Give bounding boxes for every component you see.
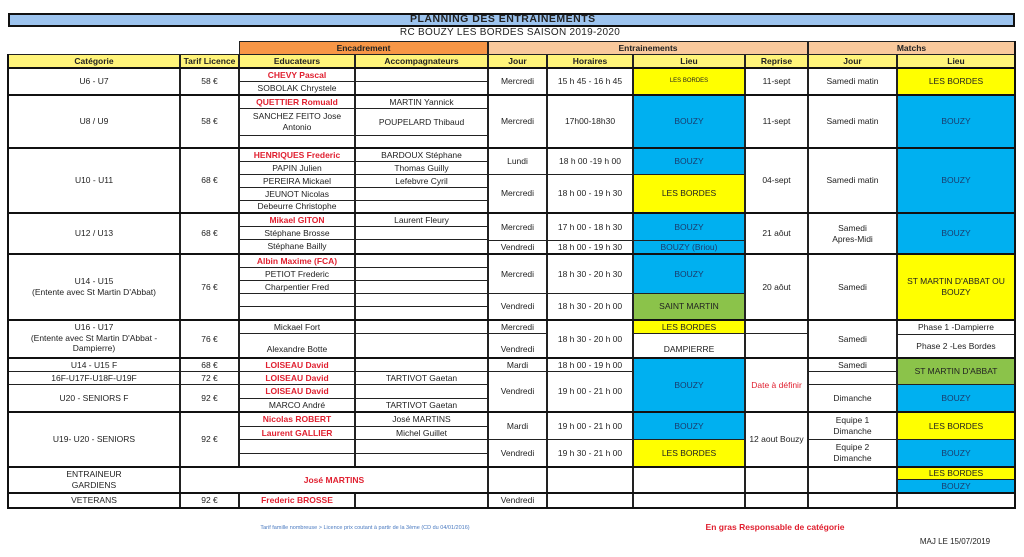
cell-lieu (633, 493, 745, 508)
cell-reprise: 11-sept (745, 95, 808, 148)
cell-match-lieu: BOUZY (897, 479, 1015, 493)
table-bottom (8, 507, 1016, 509)
cell-match-jour (808, 371, 897, 385)
cell-accompagnateur: Michel Guillet (355, 426, 488, 440)
cell-reprise: 21 aôut (745, 213, 808, 254)
cell-categorie: U14 - U15 F (8, 358, 180, 372)
cell-horaires: 18 h 00 -19 h 00 (547, 148, 633, 175)
cell-match-jour: Equipe 2 Dimanche (808, 439, 897, 467)
cell-jour: Mercredi (488, 320, 547, 334)
footer-updated: MAJ LE 15/07/2019 (919, 537, 991, 546)
cell-match-lieu: LES BORDES (897, 412, 1015, 440)
cell-match-jour (808, 467, 897, 493)
cell-lieu (633, 467, 745, 493)
row-divider (8, 67, 1015, 69)
page-subtitle: RC BOUZY LES BORDES SAISON 2019-2020 (399, 27, 621, 39)
cell-jour: Vendredi (488, 493, 547, 508)
cell-match-jour (808, 493, 897, 508)
cell-horaires (547, 493, 633, 508)
cell-educateur: Frederic BROSSE (239, 493, 355, 508)
page-title (8, 13, 1015, 27)
cell-educateur: JEUNOT Nicolas (239, 187, 355, 201)
cell-categorie: 16F-U17F-U18F-U19F (8, 371, 180, 385)
cell-categorie: VETERANS (8, 493, 180, 508)
cell-lieu: BOUZY (633, 412, 745, 440)
cell-horaires: 18 h 30 - 20 h 30 (547, 254, 633, 294)
row-divider (8, 466, 1015, 468)
cell-educateur: Alexandre Botte (239, 333, 355, 358)
cell-reprise: 12 aout Bouzy (745, 412, 808, 467)
cell-match-lieu: ST MARTIN D'ABBAT (897, 358, 1015, 385)
cell-jour: Mercredi (488, 68, 547, 95)
footer-note: Tarif famille nombreuse > Licence prix coutant à partir de la 3ème (CD du 04/01/2016) (260, 524, 470, 531)
cell-accompagnateur (355, 493, 488, 508)
col-match-jour: Jour (808, 54, 897, 68)
group-entrainements: Entrainements (488, 41, 808, 55)
cell-categorie: U16 - U17 (Entente avec St Martin D'Abbat - Dampierre) (8, 320, 180, 358)
cell-accompagnateur (355, 267, 488, 281)
cell-reprise (745, 333, 808, 358)
cell-educateur (239, 453, 355, 467)
cell-match-lieu: Phase 2 -Les Bordes (897, 334, 1015, 358)
cell-educateur: LOISEAU David (239, 358, 355, 372)
cell-educateur: SANCHEZ FEITO Jose Antonio (239, 108, 355, 136)
cell-educateur: Stéphane Bailly (239, 239, 355, 254)
cell-match-lieu: LES BORDES (897, 467, 1015, 480)
cell-educateur: QUETTIER Romuald (239, 95, 355, 109)
cell-categorie: U8 / U9 (8, 95, 180, 148)
cell-categorie: U14 - U15 (Entente avec St Martin D'Abbat) (8, 254, 180, 320)
row-divider (8, 147, 1015, 149)
cell-educateur: SOBOLAK Chrystele (239, 81, 355, 95)
cell-lieu: DAMPIERRE (633, 333, 745, 358)
cell-accompagnateur (355, 239, 488, 254)
cell-match-lieu: BOUZY (897, 95, 1015, 148)
cell-lieu: BOUZY (633, 148, 745, 175)
cell-categorie: U20 - SENIORS F (8, 384, 180, 412)
cell-educateur: Laurent GALLIER (239, 426, 355, 440)
cell-match-lieu: BOUZY (897, 148, 1015, 213)
cell-tarif: 58 € (180, 68, 239, 95)
cell-accompagnateur: BARDOUX Stéphane (355, 148, 488, 162)
cell-educateur (239, 439, 355, 454)
cell-accompagnateur (355, 320, 488, 334)
cell-reprise: 04-sept (745, 148, 808, 213)
cell-match-jour: Samedi (808, 320, 897, 358)
cell-accompagnateur (355, 254, 488, 268)
cell-horaires: 18 h 00 - 19 h 30 (547, 240, 633, 254)
cell-educateur: LOISEAU David (239, 371, 355, 385)
cell-match-lieu: BOUZY (897, 439, 1015, 467)
cell-tarif: 76 € (180, 254, 239, 320)
row-divider (8, 411, 1015, 413)
cell-educateur: José MARTINS (180, 467, 488, 493)
col-match-lieu: Lieu (897, 54, 1015, 68)
col-tarif: Tarif Licence (180, 54, 239, 68)
cell-educateur (239, 293, 355, 307)
cell-tarif: 92 € (180, 493, 239, 508)
cell-accompagnateur (355, 439, 488, 454)
table-left (7, 54, 9, 509)
cell-lieu: BOUZY (633, 358, 745, 412)
cell-match-jour: Samedi Apres-Midi (808, 213, 897, 254)
cell-accompagnateur (355, 333, 488, 358)
cell-reprise (745, 493, 808, 508)
cell-educateur: Debeurre Christophe (239, 200, 355, 213)
cell-categorie: U19- U20 - SENIORS (8, 412, 180, 467)
row-divider (8, 492, 1015, 494)
col-reprise: Reprise (745, 54, 808, 68)
cell-lieu: BOUZY (633, 254, 745, 294)
cell-match-lieu: ST MARTIN D'ABBAT OU BOUZY (897, 254, 1015, 320)
title-text: PLANNING DES ENTRAINEMENTS (410, 13, 596, 26)
cell-horaires: 17 h 00 - 18 h 30 (547, 213, 633, 241)
cell-accompagnateur: MARTIN Yannick (355, 95, 488, 109)
cell-accompagnateur (355, 306, 488, 320)
cell-lieu: BOUZY (633, 95, 745, 148)
cell-educateur: CHEVY Pascal (239, 68, 355, 82)
cell-match-lieu: BOUZY (897, 213, 1015, 254)
cell-match-lieu (897, 493, 1015, 508)
cell-lieu: LES BORDES (633, 439, 745, 467)
cell-categorie: U10 - U11 (8, 148, 180, 213)
cell-accompagnateur (355, 280, 488, 294)
cell-educateur: MARCO André (239, 398, 355, 412)
cell-horaires (547, 467, 633, 493)
cell-accompagnateur: POUPELARD Thibaud (355, 108, 488, 136)
cell-match-jour: Equipe 1 Dimanche (808, 412, 897, 440)
cell-accompagnateur: Laurent Fleury (355, 213, 488, 227)
cell-tarif: 68 € (180, 358, 239, 372)
cell-horaires: 17h00-18h30 (547, 95, 633, 148)
cell-match-jour: Dimanche (808, 384, 897, 412)
cell-reprise: Date à définir (745, 358, 808, 412)
cell-reprise: 11-sept (745, 68, 808, 95)
cell-educateur: Mikael GITON (239, 213, 355, 227)
cell-tarif: 58 € (180, 95, 239, 148)
cell-match-lieu: LES BORDES (897, 68, 1015, 95)
cell-educateur: LOISEAU David (239, 384, 355, 399)
cell-lieu: LES BORDES (633, 320, 745, 334)
cell-jour: Mercredi (488, 254, 547, 294)
cell-lieu: LES BORDES (633, 174, 745, 213)
cell-reprise (745, 467, 808, 493)
cell-match-lieu: Phase 1 -Dampierre (897, 320, 1015, 335)
cell-educateur: PAPIN Julien (239, 161, 355, 175)
cell-accompagnateur: Lefebvre Cyril (355, 174, 488, 188)
cell-accompagnateur (355, 226, 488, 240)
cell-lieu: LES BORDES (633, 68, 745, 95)
cell-match-jour: Samedi matin (808, 68, 897, 95)
col-horaires: Horaires (547, 54, 633, 68)
col-jour: Jour (488, 54, 547, 68)
row-divider (8, 94, 1015, 96)
cell-lieu: BOUZY (633, 213, 745, 241)
cell-horaires: 15 h 45 - 16 h 45 (547, 68, 633, 95)
cell-categorie: U6 - U7 (8, 68, 180, 95)
cell-horaires: 19 h 30 - 21 h 00 (547, 439, 633, 467)
cell-accompagnateur (355, 81, 488, 95)
cell-categorie: U12 / U13 (8, 213, 180, 254)
cell-jour: Lundi (488, 148, 547, 175)
cell-match-jour: Samedi (808, 254, 897, 320)
table-right (1014, 41, 1016, 509)
cell-jour: Vendredi (488, 333, 547, 358)
cell-educateur: Mickael Fort (239, 320, 355, 334)
cell-tarif: 72 € (180, 371, 239, 385)
cell-match-jour: Samedi matin (808, 95, 897, 148)
cell-accompagnateur (355, 453, 488, 467)
cell-tarif: 92 € (180, 384, 239, 412)
cell-horaires: 19 h 00 - 21 h 00 (547, 412, 633, 440)
cell-accompagnateur (355, 293, 488, 307)
cell-lieu: SAINT MARTIN (633, 293, 745, 320)
cell-jour: Mercredi (488, 213, 547, 241)
row-divider (8, 319, 1015, 321)
cell-reprise: 20 aôut (745, 254, 808, 320)
cell-educateur (239, 306, 355, 320)
col-categorie: Catégorie (8, 54, 180, 68)
cell-jour: Vendredi (488, 439, 547, 467)
cell-reprise (745, 320, 808, 334)
cell-tarif: 68 € (180, 148, 239, 213)
cell-jour: Mardi (488, 358, 547, 372)
cell-jour: Mardi (488, 412, 547, 440)
row-divider (8, 357, 1015, 359)
cell-accompagnateur (355, 68, 488, 82)
cell-accompagnateur: José MARTINS (355, 412, 488, 427)
cell-accompagnateur (355, 358, 488, 372)
cell-jour: Vendredi (488, 240, 547, 254)
cell-jour: Mercredi (488, 174, 547, 213)
cell-tarif: 68 € (180, 213, 239, 254)
cell-accompagnateur: TARTIVOT Gaetan (355, 398, 488, 412)
cell-jour: Vendredi (488, 371, 547, 412)
cell-educateur: Albin Maxime (FCA) (239, 254, 355, 268)
cell-accompagnateur: TARTIVOT Gaetan (355, 371, 488, 385)
col-accompagnateurs: Accompagnateurs (355, 54, 488, 68)
group-encadrement: Encadrement (239, 41, 488, 55)
cell-educateur: PEREIRA Mickael (239, 174, 355, 188)
cell-horaires: 18 h 00 - 19 h 30 (547, 174, 633, 213)
group-matchs: Matchs (808, 41, 1015, 55)
row-divider (8, 253, 1015, 255)
cell-educateur: PETIOT Frederic (239, 267, 355, 281)
cell-accompagnateur (355, 187, 488, 201)
cell-accompagnateur (355, 384, 488, 399)
row-divider (8, 212, 1015, 214)
cell-jour: Mercredi (488, 95, 547, 148)
cell-match-lieu: BOUZY (897, 384, 1015, 412)
col-educateurs: Educateurs (239, 54, 355, 68)
cell-educateur: HENRIQUES Frederic (239, 148, 355, 162)
cell-jour (488, 467, 547, 493)
cell-educateur: Stéphane Brosse (239, 226, 355, 240)
col-lieu: Lieu (633, 54, 745, 68)
cell-horaires: 19 h 00 - 21 h 00 (547, 371, 633, 412)
cell-categorie: ENTRAINEUR GARDIENS (8, 467, 180, 493)
cell-tarif: 76 € (180, 320, 239, 358)
cell-lieu: BOUZY (Briou) (633, 240, 745, 254)
cell-horaires: 18 h 30 - 20 h 00 (547, 293, 633, 320)
cell-horaires: 18 h 00 - 19 h 00 (547, 358, 633, 372)
cell-educateur: Charpentier Fred (239, 280, 355, 294)
cell-match-jour: Samedi matin (808, 148, 897, 213)
cell-horaires: 18 h 30 - 20 h 00 (547, 320, 633, 358)
cell-match-jour: Samedi (808, 358, 897, 372)
footer-legend: En gras Responsable de catégorie (705, 521, 845, 532)
cell-accompagnateur: Thomas Guilly (355, 161, 488, 175)
cell-tarif: 92 € (180, 412, 239, 467)
cell-jour: Vendredi (488, 293, 547, 320)
cell-educateur: Nicolas ROBERT (239, 412, 355, 427)
